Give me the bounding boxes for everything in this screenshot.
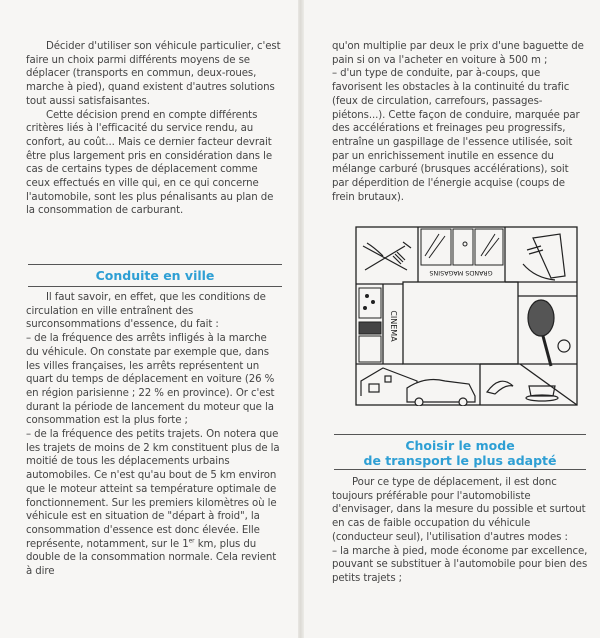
tennis-racket-icon — [528, 300, 570, 366]
city-activities-illustration — [355, 226, 578, 406]
cinema-sign: CINEMA — [389, 310, 398, 342]
choisir-intro: Pour ce type de déplacement, il est donc toujours préférable pour l'automobiliste d'envisager, dans la mesure du possible et surtout en cas de faible occupation du véhicule (conducteur seul), l'utilisation d'autres modes : — [332, 477, 586, 543]
intro-text — [26, 40, 281, 218]
right-text-top — [332, 40, 588, 204]
page-fold — [298, 0, 304, 638]
section-heading-conduite-en-ville: Conduite en ville — [28, 264, 282, 287]
cinema-poster-icon — [359, 288, 381, 362]
shop-window-icon — [421, 229, 503, 265]
item2-text-a: – de la fréquence des petits trajets. On notera que les trajets de moins de 2 km constituent plus de la moitié de tous les déplacements urbains automobiles. Ce n'est qu'au bout de 5 km environ que le moteur atteint sa température optimale de fonctionnement. Sur les premiers kilomètres où le véhicule est en situation de "départ à froid", la consommation d'essence est donc élevée. Elle représente, notamment, sur le 1 — [26, 429, 280, 550]
conduite-item-arrets: – de la fréquence des arrêts infligés à la marche du véhicule. On constate par exemple que, dans les villes françaises, les arrêts représentent un quart du temps de déplacement en voiture (26 % en région parisienne ; 22 % en province). Or c'est durant la période de lancement du moteur que la consommation est la plus forte ; — [26, 333, 275, 427]
choisir-text — [332, 476, 588, 586]
choisir-item-marche: – la marche à pied, mode économe par excellence, pouvant se substituer à l'automobile pour bien des petits trajets ; — [332, 545, 588, 584]
intro-paragraph-1: Décider d'utiliser son véhicule particulier, c'est faire un choix parmi différents moyens de se déplacer (transports en commun, deux-roues, marche à pied), quand existent d'autres solutions tout aussi satisfaisantes. — [26, 41, 281, 107]
heading-line-2: de transport le plus adapté — [363, 453, 557, 468]
heading-line-1: Choisir le mode — [405, 438, 515, 453]
item2-text-b: km, plus du double de la consommation normale. Cela revient à dire — [26, 538, 277, 578]
house-car-icon — [361, 368, 475, 406]
superscript-er: er — [188, 537, 195, 545]
intro-paragraph-2: Cette décision prend en compte différents critères liés à l'efficacité du service rendu, au confort, au coût... Mais ce dernier facteur devrait être plus largement pris en considération dans le cas de certains types de déplacement comme ceux effectués en ville qui, en ce qui concerne l'automobile, sont les plus pénalisants au plan de la consommation de carburant. — [26, 109, 274, 217]
conduite-intro: Il faut savoir, en effet, que les conditions de circulation en ville entraînent des surconsommations d'essence, du fait : — [26, 292, 266, 331]
iron-icon — [523, 234, 565, 280]
illustration-center-box — [403, 282, 518, 364]
continuation-paragraph: qu'on multiplie par deux le prix d'une baguette de pain si on va l'acheter en voiture à 500 m ; — [332, 41, 584, 66]
grands-magasins-sign: GRANDS MAGASINS — [429, 269, 493, 277]
conduite-item-petits-trajets — [26, 428, 281, 579]
conduite-item-a-coups: – d'un type de conduite, par à-coups, que favorisent les obstacles à la continuité du trafic (feux de circulation, carrefours, passages-piétons...). Cette façon de conduire, marquée par des accélérations et freinages peu progressifs, entraîne un gaspillage de l'essence utilisée, soit par un enrichissement inutile en essence du mélange carburé (brusques accélérations), soit par déperdition de l'énergie acquise (coups de frein brutaux). — [332, 68, 580, 203]
knife-fork-icon — [363, 242, 411, 270]
section-heading-choisir-mode — [334, 434, 586, 470]
conduite-text — [26, 291, 281, 579]
